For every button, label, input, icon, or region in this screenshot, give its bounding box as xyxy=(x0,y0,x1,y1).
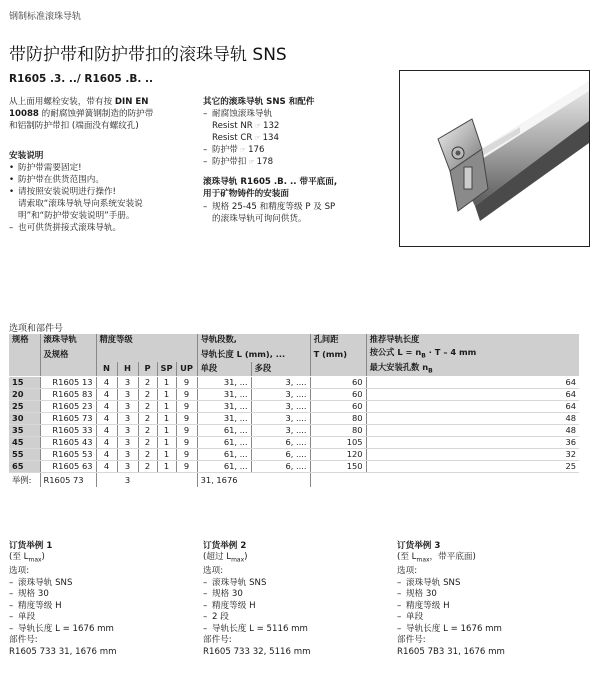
cell-up: 9 xyxy=(176,377,197,389)
install-note-cont: 请索取“滚珠导轨导向系统安装说 xyxy=(18,199,143,209)
cell-sp: 1 xyxy=(157,425,176,437)
cell-size: 30 xyxy=(9,413,40,425)
cell-n: 4 xyxy=(96,413,117,425)
cell-single: 31, ... xyxy=(197,389,251,401)
cell-single: 61, ... xyxy=(197,449,251,461)
breadcrumb: 钢制标准滚珠导轨 xyxy=(9,12,82,22)
cell-single: 31, ... xyxy=(197,413,251,425)
order-example: 订货举例 3 (至 $L_{max}$，带平底面) 选项: – 滚珠导轨 SNS – 规格 30 – 精度等级 H – 单段 – 导轨长度 L = 1676 mm 部件号: R1605 7B3 31, 1676 mm xyxy=(397,540,577,658)
cell-sp: 1 xyxy=(157,461,176,473)
cell-p: 2 xyxy=(138,401,157,413)
cell-h: 3 xyxy=(117,401,138,413)
cell-single: 61, ... xyxy=(197,437,251,449)
table-header-row: 规格 滚珠导轨 精度等级 导轨段数, 孔间距 推荐导轨长度 xyxy=(9,334,579,347)
cell-n: 4 xyxy=(96,449,117,461)
options-table xyxy=(9,334,579,487)
part-number: R1605 733 31, 1676 mm xyxy=(9,646,117,657)
cell-up: 9 xyxy=(176,425,197,437)
cell-nb: 25 xyxy=(366,461,579,473)
cell-t: 120 xyxy=(310,449,366,461)
cell-p: 2 xyxy=(138,449,157,461)
cell-p: 2 xyxy=(138,437,157,449)
cell-size: 55 xyxy=(9,449,40,461)
cell-size: 65 xyxy=(9,461,40,473)
intro-text: 从上面用螺栓安装，带有按 DIN EN 10088 的耐腐蚀弹簧钢制造的防护带 和铝制防护带扣 (端面没有螺纹孔) xyxy=(9,97,154,132)
ref-item: – 耐腐蚀滚珠导轨 xyxy=(203,108,393,120)
cell-p: 2 xyxy=(138,377,157,389)
cell-sp: 1 xyxy=(157,413,176,425)
cell-part: R1605 43 xyxy=(40,437,96,449)
cell-p: 2 xyxy=(138,413,157,425)
install-note: – 也可供货拼接式滚珠导轨。 xyxy=(9,222,199,234)
install-note: • 防护带在供货范围内。 xyxy=(9,174,199,186)
order-option: – 单段 xyxy=(397,612,577,624)
part-number: R1605 7B3 31, 1676 mm xyxy=(397,646,505,657)
order-option: – 规格 30 xyxy=(397,589,577,601)
cell-single: 61, ... xyxy=(197,461,251,473)
order-example: 订货举例 1 (至 $L_{max}$) 选项: – 滚珠导轨 SNS – 规格 30 – 精度等级 H – 单段 – 导轨长度 L = 1676 mm 部件号: R1605 733 31, 1676 mm xyxy=(9,540,189,658)
cell-sp: 1 xyxy=(157,401,176,413)
table-row xyxy=(9,461,579,473)
cell-single: 31, ... xyxy=(197,401,251,413)
order-option: – 精度等级 H xyxy=(203,601,383,613)
cell-sp: 1 xyxy=(157,437,176,449)
cell-up: 9 xyxy=(176,413,197,425)
cell-n: 4 xyxy=(96,389,117,401)
order-option: – 导轨长度 L = 1676 mm xyxy=(397,624,577,636)
order-option: – 滚珠导轨 SNS xyxy=(397,578,577,590)
cell-p: 2 xyxy=(138,389,157,401)
cell-single: 31, ... xyxy=(197,377,251,389)
cell-n: 4 xyxy=(96,377,117,389)
order-option: – 规格 30 xyxy=(203,589,383,601)
cell-nb: 48 xyxy=(366,425,579,437)
cell-up: 9 xyxy=(176,389,197,401)
cell-h: 3 xyxy=(117,377,138,389)
cell-part: R1605 53 xyxy=(40,449,96,461)
cell-size: 15 xyxy=(9,377,40,389)
cell-part: R1605 73 xyxy=(40,413,96,425)
install-notes: 安装说明 • 防护带需要固定! • 防护带在供货范围内。 • 请按照安装说明进行操作! 请索取“滚珠导轨导向系统安装说 明”和“防护带安装说明”手册。 – 也可供货拼接式滚珠导轨。 xyxy=(9,150,199,234)
cell-h: 3 xyxy=(117,449,138,461)
table-row xyxy=(9,437,579,449)
other-products: 其它的滚珠导轨 SNS 和配件 – 耐腐蚀滚珠导轨 Resist NR ☞ 132 Resist CR ☞ 134 – 防护带 ☞ 176 – 防护带扣 ☞ 178 滚珠导轨 R1605 .B. .. 带平底面, 用于矿物铸件的安装面 – 规格 25-45 和精度等级 P 及 SP 的滚珠导轨可询问供货。 xyxy=(203,96,393,225)
page-subtitle: R1605 .3. ../ R1605 .B. .. xyxy=(9,73,153,85)
cell-multi: 3, .... xyxy=(251,401,310,413)
cell-part: R1605 83 xyxy=(40,389,96,401)
install-note: • 请按照安装说明进行操作! xyxy=(9,186,199,198)
cell-n: 4 xyxy=(96,461,117,473)
cell-nb: 64 xyxy=(366,401,579,413)
cell-nb: 64 xyxy=(366,389,579,401)
table-row xyxy=(9,449,579,461)
cell-nb: 36 xyxy=(366,437,579,449)
order-title: 订货举例 1 xyxy=(9,541,53,551)
cell-p: 2 xyxy=(138,425,157,437)
cell-n: 4 xyxy=(96,425,117,437)
page-ref-icon: ☞ xyxy=(254,122,261,131)
page-ref-icon: ☞ xyxy=(248,158,255,167)
product-photo xyxy=(399,70,590,247)
cell-up: 9 xyxy=(176,437,197,449)
order-option: – 规格 30 xyxy=(9,589,189,601)
cell-single: 61, ... xyxy=(197,425,251,437)
cell-t: 60 xyxy=(310,389,366,401)
cell-n: 4 xyxy=(96,437,117,449)
cell-up: 9 xyxy=(176,449,197,461)
table-row xyxy=(9,401,579,413)
cell-up: 9 xyxy=(176,461,197,473)
order-option: – 精度等级 H xyxy=(9,601,189,613)
order-title: 订货举例 2 xyxy=(203,541,247,551)
order-condition: (至 $L_{max}$) xyxy=(9,552,45,564)
cell-size: 25 xyxy=(9,401,40,413)
install-note: • 防护带需要固定! xyxy=(9,162,199,174)
order-title: 订货举例 3 xyxy=(397,541,441,551)
cell-p: 2 xyxy=(138,461,157,473)
cell-h: 3 xyxy=(117,413,138,425)
cell-t: 60 xyxy=(310,377,366,389)
cell-multi: 6, .... xyxy=(251,437,310,449)
install-note-cont: 明”和“防护带安装说明”手册。 xyxy=(18,211,135,221)
cell-size: 45 xyxy=(9,437,40,449)
cell-n: 4 xyxy=(96,401,117,413)
cell-sp: 1 xyxy=(157,449,176,461)
cell-t: 105 xyxy=(310,437,366,449)
cell-size: 20 xyxy=(9,389,40,401)
cell-multi: 3, .... xyxy=(251,377,310,389)
cell-nb: 32 xyxy=(366,449,579,461)
cell-t: 80 xyxy=(310,425,366,437)
ref-item: Resist CR ☞ 134 xyxy=(212,133,279,144)
cell-sp: 1 xyxy=(157,389,176,401)
cell-t: 150 xyxy=(310,461,366,473)
cell-multi: 3, .... xyxy=(251,425,310,437)
cell-multi: 3, .... xyxy=(251,389,310,401)
order-example: 订货举例 2 (超过 $L_{max}$) 选项: – 滚珠导轨 SNS – 规格 30 – 精度等级 H – 2 段 – 导轨长度 L = 5116 mm 部件号: R1605 733 32, 5116 mm xyxy=(203,540,383,658)
cell-multi: 3, .... xyxy=(251,413,310,425)
cell-t: 80 xyxy=(310,413,366,425)
cell-part: R1605 23 xyxy=(40,401,96,413)
order-option: – 滚珠导轨 SNS xyxy=(9,578,189,590)
cell-up: 9 xyxy=(176,401,197,413)
cell-multi: 6, .... xyxy=(251,449,310,461)
table-row xyxy=(9,425,579,437)
cell-h: 3 xyxy=(117,437,138,449)
table-header-row: 及规格 导轨长度 L (mm), ... T (mm) 按公式 $L = n_B \cdot T - 4$ mm xyxy=(9,347,579,362)
table-row xyxy=(9,413,579,425)
cell-h: 3 xyxy=(117,389,138,401)
cell-size: 35 xyxy=(9,425,40,437)
cell-t: 60 xyxy=(310,401,366,413)
ref-item: Resist NR ☞ 132 xyxy=(212,121,280,132)
page-ref-icon: ☞ xyxy=(254,134,261,143)
cell-multi: 6, .... xyxy=(251,461,310,473)
cell-sp: 1 xyxy=(157,377,176,389)
cell-part: R1605 63 xyxy=(40,461,96,473)
part-number: R1605 733 32, 5116 mm xyxy=(203,646,311,657)
cell-nb: 64 xyxy=(366,377,579,389)
cell-h: 3 xyxy=(117,425,138,437)
table-header-row: N H P SP UP 单段 多段 最大安装孔数 $n_B$ xyxy=(9,362,579,377)
order-condition: (至 $L_{max}$，带平底面) xyxy=(397,552,476,564)
order-option: – 滚珠导轨 SNS xyxy=(203,578,383,590)
order-option: – 导轨长度 L = 1676 mm xyxy=(9,624,189,636)
table-row xyxy=(9,389,579,401)
cell-nb: 48 xyxy=(366,413,579,425)
ref-item: – 防护带扣 ☞ 178 xyxy=(203,156,393,168)
table-row xyxy=(9,377,579,389)
page-title: 带防护带和防护带扣的滚珠导轨 SNS xyxy=(9,45,287,65)
table-caption: 选项和部件号 xyxy=(9,324,64,334)
order-option: – 单段 xyxy=(9,612,189,624)
page-ref-icon: ☞ xyxy=(239,146,247,155)
ref-item: – 防护带 ☞ 176 xyxy=(203,144,393,156)
order-option: – 导轨长度 L = 5116 mm xyxy=(203,624,383,636)
example-row: 举例: R1605 73 3 31, 1676 xyxy=(9,473,579,488)
cell-part: R1605 33 xyxy=(40,425,96,437)
order-condition: (超过 $L_{max}$) xyxy=(203,552,248,564)
order-option: – 2 段 xyxy=(203,612,383,624)
cell-h: 3 xyxy=(117,461,138,473)
cell-part: R1605 13 xyxy=(40,377,96,389)
order-option: – 精度等级 H xyxy=(397,601,577,613)
